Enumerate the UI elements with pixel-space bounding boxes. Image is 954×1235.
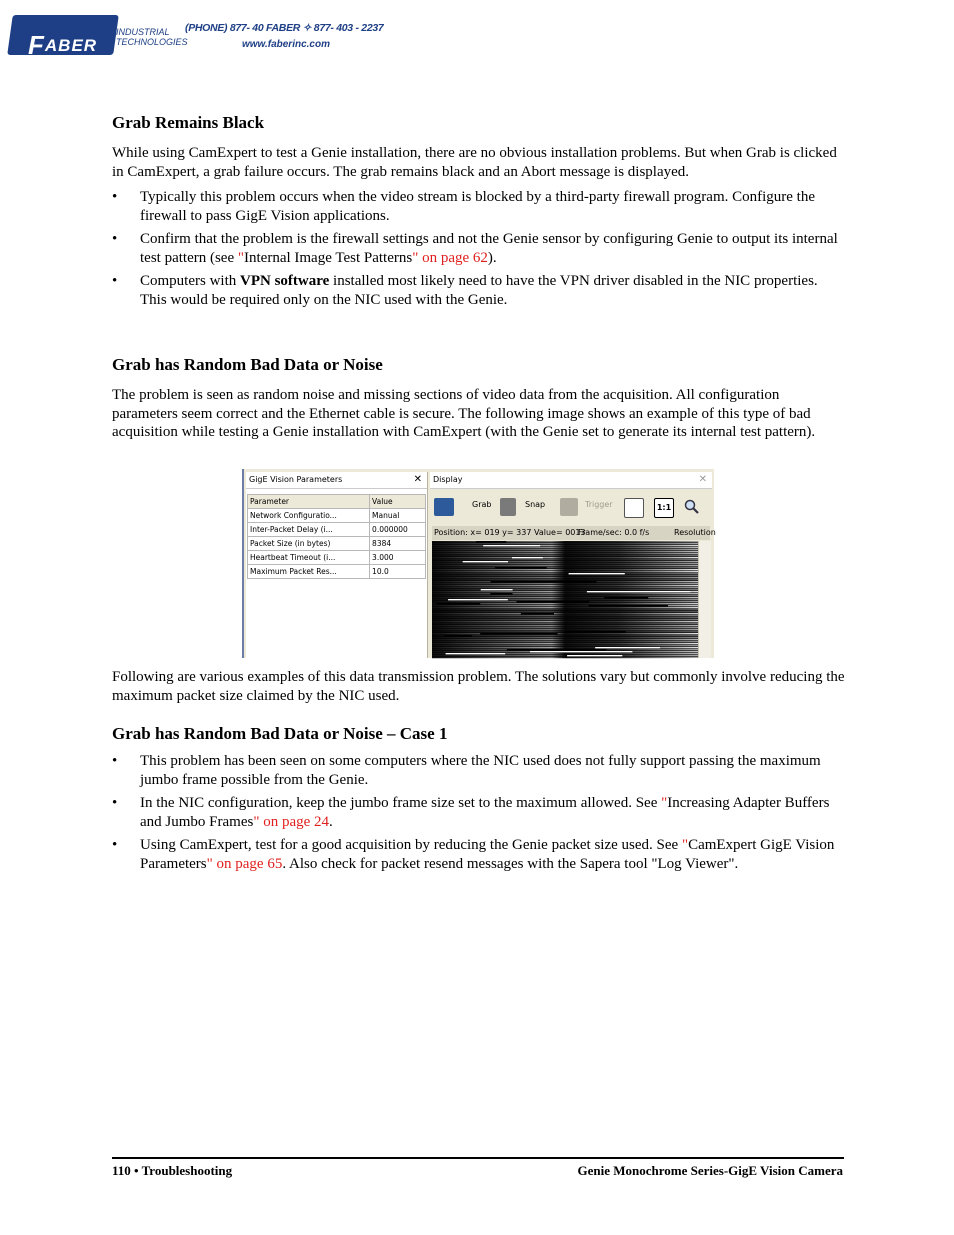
company-logo	[10, 13, 188, 60]
trigger-button[interactable]: Trigger	[585, 500, 613, 509]
pattern-stripe	[432, 643, 698, 644]
camera-icon[interactable]	[434, 498, 454, 516]
pattern-stripe	[432, 587, 698, 588]
xref-title: CamExpert GigE Vision Parameters	[140, 837, 835, 872]
section2-after-figure: Following are various examples of this data transmission problem. The solutions vary but commonly involve reducing the maximum packet size claimed by the NIC used.	[112, 669, 845, 704]
pattern-stripe	[432, 639, 698, 640]
pattern-stripe	[432, 613, 698, 614]
pattern-stripe	[432, 549, 698, 550]
noise-streak	[512, 557, 543, 558]
list-item: • This problem has been seen on some computers where the NIC used does not fully support passing the maximum jumbo frame possible from the Genie.	[112, 753, 821, 788]
pattern-stripe	[432, 611, 698, 612]
noise-streak	[569, 573, 625, 574]
table-row[interactable]	[248, 565, 426, 579]
pattern-stripe	[432, 567, 698, 568]
pattern-stripe	[432, 645, 698, 646]
noise-streak	[521, 613, 554, 614]
pattern-stripe	[432, 633, 698, 634]
pattern-stripe	[432, 589, 698, 590]
pattern-stripe	[432, 569, 698, 570]
camexpert-screenshot	[242, 469, 714, 658]
page-reference-link[interactable]: " on page 62	[412, 249, 488, 266]
page-reference-link[interactable]: " on page 65	[206, 855, 283, 872]
param-name: Heartbeat Timeout (i...	[248, 551, 370, 565]
pattern-stripe	[432, 543, 698, 544]
vertical-scrollbar[interactable]	[698, 541, 711, 658]
noise-streak	[495, 567, 547, 568]
pattern-stripe	[432, 625, 698, 626]
pattern-stripe	[432, 619, 698, 620]
status-bar	[432, 526, 716, 540]
corrupted-test-pattern-image	[432, 541, 698, 658]
xref-title: Internal Image Test Patterns	[244, 249, 413, 266]
pattern-stripe	[432, 607, 698, 608]
pattern-stripe	[432, 623, 698, 624]
panel-title: GigE Vision Parameters ✕	[246, 472, 427, 489]
pattern-stripe	[432, 559, 698, 560]
noise-streak	[491, 581, 597, 582]
pattern-stripe	[432, 563, 698, 564]
status-position: Position: x= 019 y= 337 Value= 0013	[434, 528, 586, 537]
logo-tagline: INDUSTRIAL TECHNOLOGIES	[116, 27, 188, 47]
noise-streak	[480, 633, 558, 634]
gige-parameters-panel	[246, 472, 428, 658]
noise-streak	[446, 653, 506, 654]
noise-streak	[507, 649, 607, 650]
noise-streak	[448, 599, 508, 600]
pattern-stripe	[432, 657, 698, 658]
list-item: • Typically this problem occurs when the video stream is blocked by a third-party firewall program. Configure the firewall to pass GigE Vision applications.	[112, 189, 816, 224]
table-header-row	[248, 495, 426, 509]
pattern-stripe	[432, 551, 698, 552]
list-item: • Computers with VPN software installed most likely need to have the VPN driver disabled in the NIC properties. This would be required only on the NIC used with the Genie.	[112, 273, 818, 308]
pattern-stripe	[432, 571, 698, 572]
list-item: • Using CamExpert, test for a good acquisition by reducing the Genie packet size used. See "CamExpert GigE Vision Parameters" on page 65. Also check for packet resend messages with the Sapera tool "Log Viewer".	[112, 837, 835, 872]
close-icon[interactable]: ✕	[413, 474, 422, 485]
display-panel	[430, 472, 716, 658]
pattern-stripe	[432, 553, 698, 554]
pattern-stripe	[432, 621, 698, 622]
status-frame-rate: Frame/sec: 0.0 f/s	[578, 528, 650, 537]
noise-streak	[490, 593, 512, 594]
section-heading-random-bad-data: Grab has Random Bad Data or Noise	[112, 355, 383, 374]
pattern-stripe	[432, 637, 698, 638]
pattern-stripe	[432, 575, 698, 576]
noise-pattern	[432, 541, 698, 658]
param-name: Maximum Packet Res...	[248, 565, 370, 579]
pattern-stripe	[432, 541, 698, 542]
param-value[interactable]: 0.000000	[370, 523, 426, 537]
pattern-stripe	[432, 641, 698, 642]
pattern-stripe	[432, 585, 698, 586]
header-website[interactable]: www.faberinc.com	[242, 39, 330, 50]
param-value[interactable]: Manual	[370, 509, 426, 523]
zoom-1to1-button[interactable]: 1:1	[654, 498, 674, 518]
close-icon[interactable]: ✕	[698, 474, 707, 485]
trigger-icon[interactable]	[560, 498, 578, 516]
param-value[interactable]: 3.000	[370, 551, 426, 565]
column-header-value[interactable]: Value	[370, 495, 426, 509]
section2-intro: The problem is seen as random noise and missing sections of video data from the acquisition. All configuration parameters seem correct and the Ethernet cable is secure. The following image shows an example of this type of bad acquisition while testing a Genie installation with CamExpert (with the Genie set to generate its internal test pattern).	[112, 387, 816, 440]
panel-title: Display ✕	[430, 472, 712, 489]
pattern-stripe	[432, 617, 698, 618]
pattern-stripe	[432, 565, 698, 566]
pattern-stripe	[432, 655, 698, 656]
logo-wordmark: FABER	[28, 30, 98, 60]
pattern-stripe	[432, 629, 698, 630]
table-row[interactable]	[248, 509, 426, 523]
pattern-stripe	[432, 547, 698, 548]
status-resolution: Resolution	[674, 528, 716, 537]
pattern-stripe	[432, 577, 698, 578]
list-item: • Confirm that the problem is the firewall settings and not the Genie sensor by configuring Genie to output its internal test pattern (see "Internal Image Test Patterns" on page 62).	[112, 231, 838, 266]
emphasis-vpn: VPN software	[240, 273, 330, 289]
fit-to-window-icon[interactable]	[624, 498, 644, 518]
noise-streak	[483, 545, 540, 546]
param-value[interactable]: 8384	[370, 537, 426, 551]
table-row[interactable]	[248, 537, 426, 551]
snap-camera-icon[interactable]	[500, 498, 516, 516]
section1-intro: While using CamExpert to test a Genie installation, there are no obvious installation problems. But when Grab is clicked in CamExpert, a grab failure occurs. The grab remains black and an Abort message is displayed.	[112, 145, 837, 180]
magnifier-icon[interactable]	[684, 498, 700, 516]
pattern-stripe	[432, 597, 698, 598]
noise-streak	[587, 591, 690, 592]
pattern-stripe	[432, 635, 698, 636]
footer-document-title: Genie Monochrome Series-GigE Vision Camera	[577, 1163, 843, 1178]
pattern-stripe	[432, 609, 698, 610]
noise-streak	[444, 635, 472, 636]
pattern-stripe	[432, 555, 698, 556]
param-name: Network Configuratio...	[248, 509, 370, 523]
parameter-table	[247, 494, 426, 579]
snap-button[interactable]: Snap	[525, 500, 546, 509]
xref-title: Increasing Adapter Buffers and Jumbo Frames	[140, 795, 830, 830]
list-item: • In the NIC configuration, keep the jumbo frame size set to the maximum allowed. See "Increasing Adapter Buffers and Jumbo Frames" on page 24.	[112, 795, 830, 830]
column-header-parameter[interactable]: Parameter	[248, 495, 370, 509]
footer-rule	[112, 1157, 844, 1159]
pattern-stripe	[432, 595, 698, 596]
section-heading-case-1: Grab has Random Bad Data or Noise – Case 1	[112, 724, 448, 743]
noise-streak	[436, 603, 480, 604]
footer-page-section: 110 • Troubleshooting	[112, 1163, 233, 1178]
param-value[interactable]: 10.0	[370, 565, 426, 579]
noise-streak	[530, 651, 632, 652]
pattern-stripe	[432, 593, 698, 594]
noise-streak	[589, 605, 668, 606]
section-heading-grab-remains-black: Grab Remains Black	[112, 113, 265, 132]
table-row[interactable]	[248, 551, 426, 565]
pattern-stripe	[432, 615, 698, 616]
pattern-stripe	[432, 583, 698, 584]
noise-streak	[595, 647, 660, 648]
pattern-stripe	[432, 545, 698, 546]
page-reference-link[interactable]: " on page 24	[253, 813, 330, 830]
param-name: Packet Size (in bytes)	[248, 537, 370, 551]
display-toolbar	[430, 494, 712, 524]
noise-streak	[476, 541, 506, 542]
noise-streak	[516, 601, 589, 602]
pattern-stripe	[432, 579, 698, 580]
noise-streak	[604, 597, 648, 598]
grab-button[interactable]: Grab	[472, 500, 492, 509]
noise-streak	[567, 655, 622, 656]
noise-streak	[481, 589, 513, 590]
param-name: Inter-Packet Delay (i...	[248, 523, 370, 537]
noise-streak	[463, 561, 508, 562]
pattern-stripe	[432, 557, 698, 558]
pattern-stripe	[432, 573, 698, 574]
header-phone: (PHONE) 877- 40 FABER ✧ 877- 403 - 2237	[185, 22, 384, 34]
noise-streak	[565, 631, 626, 632]
table-row[interactable]	[248, 523, 426, 537]
pattern-stripe	[432, 627, 698, 628]
